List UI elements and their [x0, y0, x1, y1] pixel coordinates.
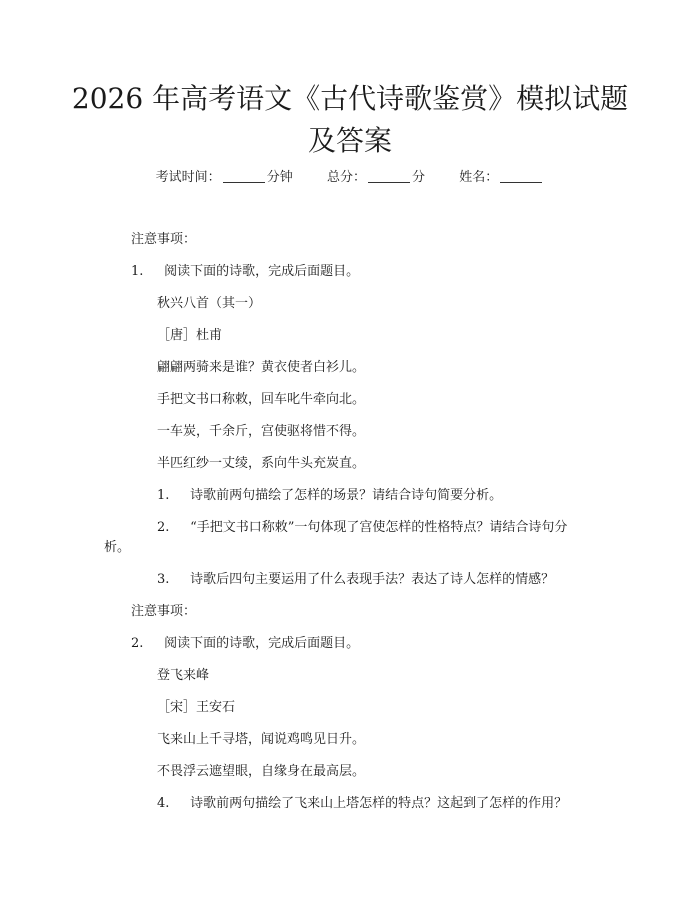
- document-title: [60, 78, 640, 162]
- poem-author: ［宋］王安石: [157, 700, 236, 715]
- sub-question: [157, 794, 567, 814]
- poem-line: 不畏浮云遮望眼，自缘身在最高层。: [157, 764, 366, 779]
- sub-question-number: 2.: [157, 520, 170, 535]
- sub-question-number: 3.: [157, 572, 170, 587]
- poem-line: 手把文书口称敕，回车叱牛牵向北。: [157, 392, 366, 407]
- name-blank[interactable]: [500, 168, 542, 183]
- time-unit: 分钟: [266, 170, 293, 185]
- poem-line: 一车炭，千余斤，宫使驱将惜不得。: [157, 424, 366, 439]
- time-blank[interactable]: [223, 168, 265, 183]
- time-label: 考试时间：: [155, 170, 221, 185]
- sub-question-text: 诗歌前两句描绘了飞来山上塔怎样的特点？这起到了怎样的作用？: [190, 796, 568, 811]
- poem-title: 秋兴八首（其一）: [157, 296, 262, 311]
- question-text: 阅读下面的诗歌，完成后面题目。: [164, 636, 360, 651]
- question-1: [131, 262, 359, 282]
- sub-question-text: “手把文书口称敕”一句体现了宫使怎样的性格特点？请结合诗句分: [190, 520, 568, 535]
- sub-question-number: 4.: [157, 796, 170, 811]
- sub-question: [157, 486, 502, 506]
- sub-question: [157, 570, 554, 590]
- score-unit: 分: [412, 170, 426, 185]
- title-line-2: 及答案: [307, 124, 392, 157]
- sub-question-continuation: 析。: [104, 540, 131, 555]
- sub-question-text: 诗歌后四句主要运用了什么表现手法？表达了诗人怎样的情感？: [190, 572, 555, 587]
- title-line-1: 2026 年高考语文《古代诗歌鉴赏》模拟试题: [71, 82, 629, 115]
- question-number: 2.: [131, 636, 144, 651]
- sub-question-text: 诗歌前两句描绘了怎样的场景？请结合诗句简要分析。: [190, 488, 503, 503]
- poem-title: 登飞来峰: [157, 668, 210, 683]
- name-label: 姓名：: [459, 170, 499, 185]
- poem-line: 半匹红纱一丈绫，系向牛头充炭直。: [157, 456, 366, 471]
- poem-author: ［唐］杜甫: [157, 328, 223, 343]
- exam-meta: [0, 168, 700, 188]
- question-2: [131, 634, 359, 654]
- notice-heading: 注意事项：: [131, 604, 197, 619]
- question-number: 1.: [131, 264, 144, 279]
- sub-question: [157, 518, 567, 538]
- sub-question-number: 1.: [157, 488, 170, 503]
- poem-line: 翩翩两骑来是谁？黄衣使者白衫儿。: [157, 360, 366, 375]
- poem-line: 飞来山上千寻塔，闻说鸡鸣见日升。: [157, 732, 366, 747]
- notice-heading: 注意事项：: [131, 232, 197, 247]
- score-label: 总分：: [326, 170, 366, 185]
- score-blank[interactable]: [368, 168, 410, 183]
- question-text: 阅读下面的诗歌，完成后面题目。: [164, 264, 360, 279]
